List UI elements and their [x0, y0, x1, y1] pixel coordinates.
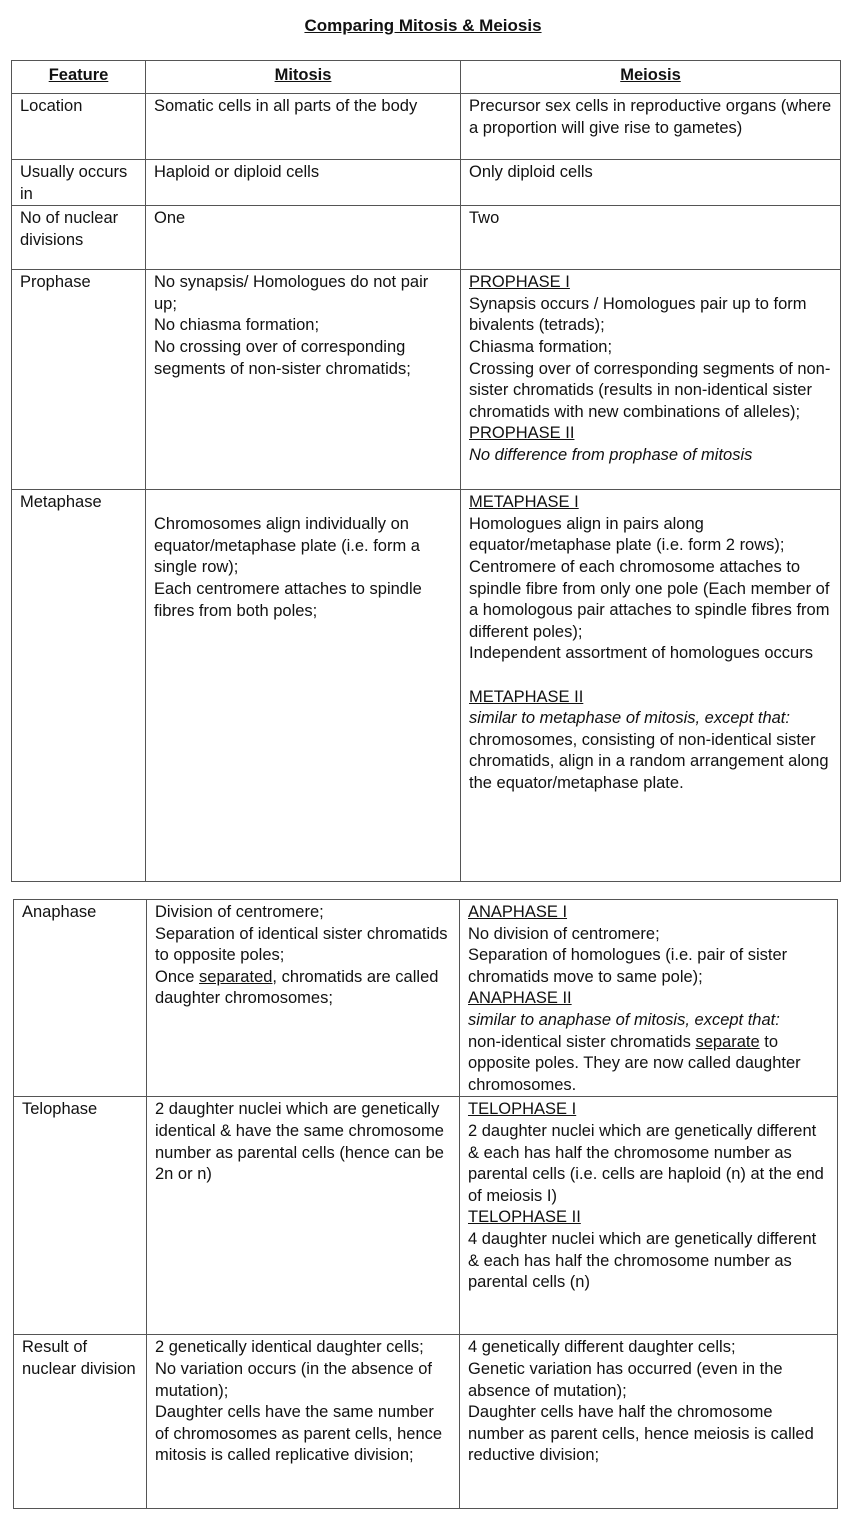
text-line: No division of centromere;: [468, 924, 660, 943]
underlined-word: separated,: [199, 967, 278, 986]
text-line: 2 daughter nuclei which are genetically different & each has half the chromosome number as parental cells (i.e. cells are haploid (n) at the end of meiosis I): [468, 1121, 824, 1205]
text-line: Crossing over of corresponding segments of non-sister chromatids (results in non-identical sister chromatids with new combinations of alleles);: [469, 359, 831, 421]
header-mitosis: Mitosis: [146, 61, 461, 94]
stage-heading: METAPHASE II: [469, 687, 584, 706]
comparison-table-part-1: [11, 60, 841, 882]
text-line: 4 genetically different daughter cells;: [468, 1338, 736, 1357]
meiosis-cell: [460, 900, 838, 1097]
table-row-metaphase: [12, 490, 841, 882]
text-line: Each centromere attaches to spindle fibres from both poles;: [154, 579, 422, 620]
text-line: Synapsis occurs / Homologues pair up to form bivalents (tetrads);: [469, 294, 807, 335]
text-line: Division of centromere;: [155, 903, 324, 921]
header-meiosis: Meiosis: [461, 61, 841, 94]
text-line: [468, 1032, 829, 1097]
table-row-result: [14, 1335, 838, 1509]
text-line: 2 genetically identical daughter cells;: [155, 1338, 424, 1357]
comparison-table-part-2: [13, 899, 838, 1509]
feature-cell: Location: [12, 94, 146, 160]
meiosis-cell: [461, 270, 841, 490]
stage-heading: TELOPHASE I: [468, 1100, 577, 1119]
spacer: [469, 665, 832, 687]
meiosis-cell: Precursor sex cells in reproductive organs (where a proportion will give rise to gametes): [461, 94, 841, 160]
stage-heading: METAPHASE I: [469, 493, 579, 512]
text-line: No synapsis/ Homologues do not pair up;: [154, 273, 429, 313]
text-line: chromosomes, consisting of non-identical sister chromatids, align in a random arrangement along the equator/metaphase plate.: [469, 730, 829, 792]
text-line: Daughter cells have the same number of chromosomes as parent cells, hence mitosis is called replicative division;: [155, 1403, 443, 1465]
mitosis-cell: [146, 270, 461, 490]
stage-heading: PROPHASE II: [469, 424, 575, 443]
feature-cell: Prophase: [12, 270, 146, 490]
meiosis-cell: Only diploid cells: [461, 160, 841, 206]
header-feature: Feature: [12, 61, 146, 94]
stage-heading: ANAPHASE II: [468, 989, 572, 1008]
table-row-usually: [12, 160, 841, 206]
text-line: Chiasma formation;: [469, 337, 613, 356]
text-fragment: chromatids are called daughter chromosomes;: [155, 967, 439, 1008]
text-fragment: non-identical sister chromatids: [468, 1032, 696, 1051]
table-header-row: [12, 61, 841, 94]
text-line: [155, 967, 451, 1010]
text-line: Centromere of each chromosome attaches to spindle fibre from only one pole (Each member of a homologous pair attaches to spindle fibres from different poles);: [469, 557, 830, 641]
meiosis-cell: Two: [461, 206, 841, 270]
mitosis-cell: 2 daughter nuclei which are genetically identical & have the same chromosome number as parental cells (hence can be 2n or n): [147, 1097, 460, 1335]
text-fragment: to opposite poles. They are now called daughter chromosomes.: [468, 1032, 801, 1094]
table-row-anaphase: [14, 900, 838, 1097]
feature-cell: Metaphase: [12, 490, 146, 882]
feature-cell: Telophase: [14, 1097, 147, 1335]
meiosis-cell: [461, 490, 841, 882]
mitosis-cell: Haploid or diploid cells: [146, 160, 461, 206]
mitosis-cell: Somatic cells in all parts of the body: [146, 94, 461, 160]
text-line: No chiasma formation;: [154, 316, 320, 335]
meiosis-cell: [460, 1097, 838, 1335]
text-line: No variation occurs (in the absence of mutation);: [155, 1359, 432, 1400]
stage-note: No difference from prophase of mitosis: [469, 445, 753, 464]
table-row-prophase: [12, 270, 841, 490]
text-line: Daughter cells have half the chromosome number as parent cells, hence meiosis is called reductive division;: [468, 1403, 814, 1465]
mitosis-cell: [147, 1335, 460, 1509]
text-fragment: Once: [155, 967, 200, 986]
text-line: Chromosomes align individually on equator/metaphase plate (i.e. form a single row);: [154, 515, 420, 577]
table-row-location: [12, 94, 841, 160]
page-title: Comparing Mitosis & Meiosis: [304, 16, 542, 35]
mitosis-cell: [146, 490, 461, 882]
table-row-telophase: [14, 1097, 838, 1335]
stage-heading: PROPHASE I: [469, 273, 570, 292]
feature-cell: Result of nuclear division: [14, 1335, 147, 1509]
table-row-divisions: [12, 206, 841, 270]
stage-note: similar to anaphase of mitosis, except that:: [468, 1010, 780, 1029]
feature-cell: Usually occurs in: [12, 160, 146, 206]
text-line: Separation of identical sister chromatids to opposite poles;: [155, 924, 448, 965]
feature-cell: Anaphase: [14, 900, 147, 1097]
text-line: Genetic variation has occurred (even in the absence of mutation);: [468, 1359, 783, 1400]
text-line: Separation of homologues (i.e. pair of sister chromatids move to same pole);: [468, 946, 788, 986]
mitosis-cell: One: [146, 206, 461, 270]
feature-cell: No of nuclear divisions: [12, 206, 146, 270]
stage-heading: TELOPHASE II: [468, 1208, 581, 1227]
underlined-word: separate: [695, 1032, 760, 1051]
text-line: Independent assortment of homologues occurs: [469, 644, 813, 663]
text-line: Homologues align in pairs along equator/metaphase plate (i.e. form 2 rows);: [469, 514, 785, 555]
text-line: No crossing over of corresponding segments of non-sister chromatids;: [154, 337, 411, 378]
stage-note: similar to metaphase of mitosis, except that:: [469, 709, 790, 728]
meiosis-cell: [460, 1335, 838, 1509]
mitosis-cell: [147, 900, 460, 1097]
stage-heading: ANAPHASE I: [468, 903, 568, 921]
text-line: 4 daughter nuclei which are genetically different & each has half the chromosome number as parental cells (n): [468, 1229, 817, 1292]
